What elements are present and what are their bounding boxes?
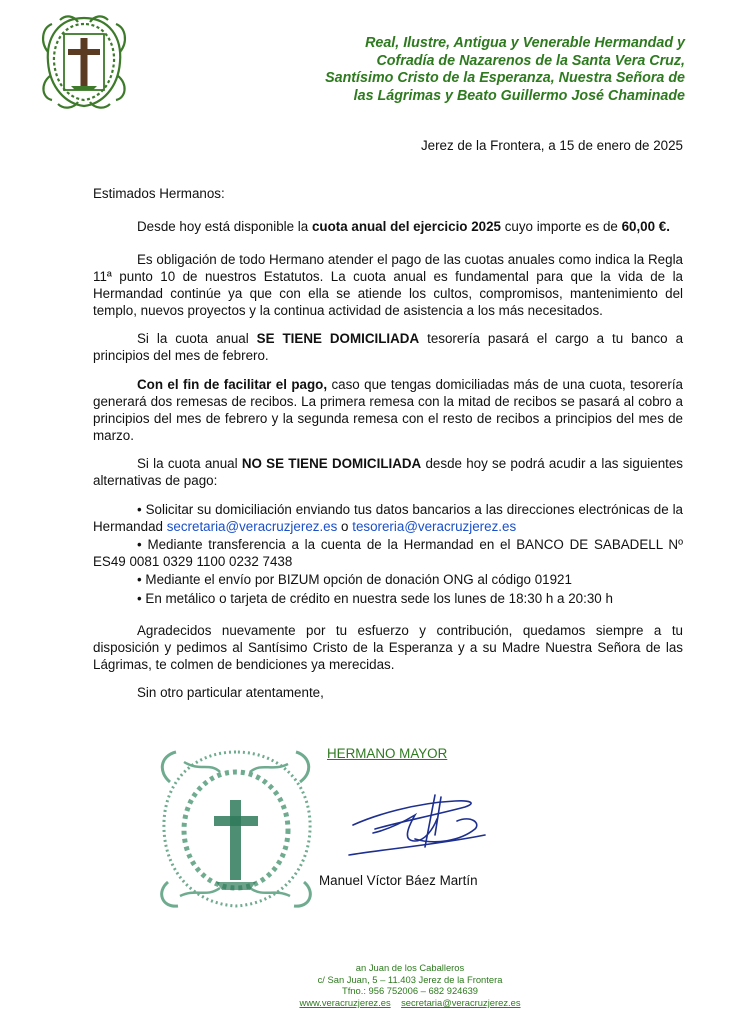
paragraph-fee: Desde hoy está disponible la cuota anual del ejercicio 2025 cuyo importe es de 60,00 €. [137,219,670,234]
signature-icon [345,785,495,860]
title-line: las Lágrimas y Beato Guillermo José Chaminade [353,87,685,104]
paragraph-not-debit: Si la cuota anual NO SE TIENE DOMICILIADA desde hoy se podrá acudir a las siguientes alternativas de pago: [93,456,684,488]
signer-title: HERMANO MAYOR [327,746,448,761]
footer [280,962,540,1009]
brotherhood-title [285,35,685,105]
payment-option-cash: • En metálico o tarjeta de crédito en nuestra sede los lunes de 18:30 h a 20:30 h [137,591,613,606]
title-line: Cofradía de Nazarenos de la Santa Vera Cruz, [376,52,685,69]
footer-phone: Tfno.: 956 752006 – 682 924639 [341,985,479,997]
footer-email-link[interactable]: secretaria@veracruzjerez.es [401,997,521,1009]
payment-option-transfer: • Mediante transferencia a la cuenta de la Hermandad en el BANCO DE SABADELL Nº ES49 0081 0329 1100 0232 7438 [93,537,683,569]
footer-address: c/ San Juan, 5 – 11.403 Jerez de la Frontera [317,973,503,985]
paragraph-direct-debit: Si la cuota anual SE TIENE DOMICILIADA tesorería pasará el cargo a tu banco a principios del mes de febrero. [93,331,684,363]
closing: Sin otro particular atentamente, [137,685,324,700]
paragraph-obligation: Es obligación de todo Hermano atender el pago de las cuotas anuales como indica la Regla 11ª punto 10 de nuestros Estatutos. La cuota anual es fundamental para que la vida de la Hermandad continúe ya que con ella se atiende los cultos, compromisos, mantenimiento del templo, nuevos proyectos y la continua actividad de asistencia a los más necesitados. [93,252,683,318]
dateline: Jerez de la Frontera, a 15 de enero de 2025 [420,138,683,153]
footer-website-link[interactable]: www.veracruzjerez.es [299,997,391,1009]
footer-line: an Juan de los Caballeros [355,962,465,973]
title-line: Real, Ilustre, Antigua y Venerable Hermandad y [365,35,685,51]
secretaria-email-link[interactable]: secretaria@veracruzjerez.es [166,519,338,534]
tesoreria-email-link[interactable]: tesoreria@veracruzjerez.es [352,519,517,534]
signer-name: Manuel Víctor Báez Martín [319,873,478,888]
seal-stamp-icon [150,742,322,914]
payment-option-debit: • Solicitar su domiciliación enviando tus datos bancarios a las direcciones electrónicas de la Hermandad secretaria@veracruzjerez.es o tesoreria@veracruzjerez.es [93,502,683,534]
title-line: Santísimo Cristo de la Esperanza, Nuestra Señora de [325,70,685,87]
paragraph-thanks: Agradecidos nuevamente por tu esfuerzo y contribución, quedamos siempre a tu disposición y pedimos al Santísimo Cristo de la Esperanza y a su Madre Nuestra Señora de las Lágrimas, te colmen de bendiciones ya merecidas. [93,623,683,672]
salutation: Estimados Hermanos: [93,186,225,201]
brotherhood-emblem-icon [38,12,130,110]
paragraph-remittances: Con el fin de facilitar el pago, caso que tengas domiciliadas más de una cuota, tesorería generará dos remesas de recibos. La primera remesa con la mitad de recibos se pasará al cobro a principios del mes de febrero y la segunda remesa con el resto de recibos a principios del mes de marzo. [93,377,683,443]
footer-links [280,997,540,1009]
payment-option-bizum: • Mediante el envío por BIZUM opción de donación ONG al código 01921 [137,572,572,587]
